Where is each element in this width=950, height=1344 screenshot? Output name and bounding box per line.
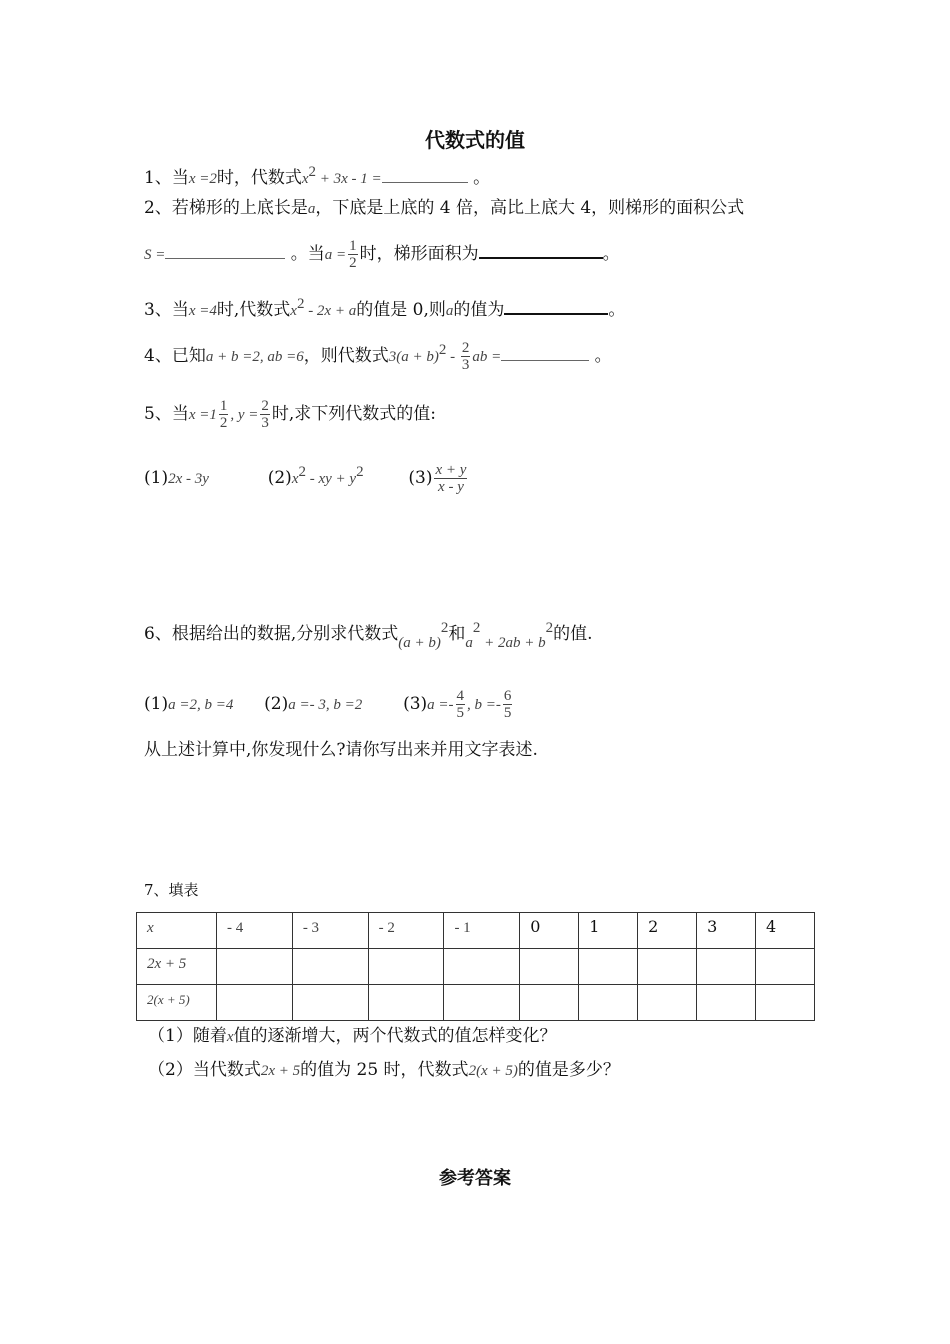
table-header xyxy=(217,913,293,949)
q5-y-fraction xyxy=(260,398,270,431)
question-6-parts xyxy=(144,688,514,721)
value-table xyxy=(136,912,815,1021)
table-header xyxy=(756,913,815,949)
q5-fx-den: 2 xyxy=(219,415,228,431)
q5-p3-den: x - y xyxy=(438,479,464,495)
q6-p3-f1-num: 4 xyxy=(456,688,465,704)
q6-expr2-a: a xyxy=(465,635,473,651)
q6-expr2-exp: 2 xyxy=(472,620,481,636)
q2-end: 。 xyxy=(602,244,620,264)
q6-text: 6、根据给出的数据,分别求代数式 xyxy=(144,624,399,644)
q7-sub1-b: 值的逐渐增大，两个代数式的值怎样变化？ xyxy=(233,1026,557,1046)
q6-text-b: 的值. xyxy=(553,624,593,644)
header-value: 0 xyxy=(530,917,541,936)
q2-area-blank[interactable] xyxy=(479,243,603,259)
q1-expr-rest: + 3x - 1 = xyxy=(316,171,382,187)
header-value: - 3 xyxy=(302,920,320,936)
question-3 xyxy=(144,292,625,323)
table-cell[interactable] xyxy=(368,949,444,985)
q4-frac-den: 3 xyxy=(461,357,470,373)
q5-text: 5、当 xyxy=(144,404,189,424)
header-value: 3 xyxy=(707,917,718,936)
q4-text-b: ，则代数式 xyxy=(303,346,389,366)
q6-p3-frac2 xyxy=(503,688,513,721)
q5-x-eq: x =1 xyxy=(188,407,217,423)
q6-p3-frac1 xyxy=(456,688,466,721)
q4-exp: 2 xyxy=(438,342,447,358)
q6-p3-f1-den: 5 xyxy=(456,705,465,721)
table-cell[interactable] xyxy=(697,985,756,1021)
table-cell[interactable] xyxy=(444,949,520,985)
table-header xyxy=(638,913,697,949)
q4-expr1: 3(a + b) xyxy=(388,349,439,365)
header-value: 2 xyxy=(648,917,659,936)
q7-sub2-b: 的值为 25 时，代数式 xyxy=(300,1060,469,1080)
q2-text-b: ，下底是上底的 4 倍，高比上底大 4，则梯形的面积公式 xyxy=(315,198,745,218)
q7-sub2-expr1: 2x + 5 xyxy=(260,1063,301,1079)
question-5-parts xyxy=(144,460,469,495)
q1-expr-exp: 2 xyxy=(308,164,317,180)
q7-label: 7、填表 xyxy=(144,881,199,899)
q5-y-eq: , y = xyxy=(230,407,259,423)
q2-frac-num: 1 xyxy=(349,238,357,254)
q3-expr-rest: - 2x + a xyxy=(304,303,357,319)
q3-text: 3、当 xyxy=(144,300,189,320)
q7-sub2-c: 的值是多少？ xyxy=(517,1060,620,1080)
table-row xyxy=(137,985,815,1021)
table-row xyxy=(137,913,815,949)
q3-answer-blank[interactable] xyxy=(504,299,608,315)
table-cell[interactable] xyxy=(697,949,756,985)
table-cell[interactable] xyxy=(217,949,293,985)
table-cell[interactable] xyxy=(444,985,520,1021)
q6-expr1: (a + b) xyxy=(398,635,441,651)
table-cell[interactable] xyxy=(292,949,368,985)
header-x: x xyxy=(147,920,154,936)
q5-text-b: 时,求下列代数式的值: xyxy=(271,404,437,424)
q7-sub2-a: （2）当代数式 xyxy=(148,1060,261,1080)
table-cell[interactable] xyxy=(579,949,638,985)
q2-mid: 。当 xyxy=(290,244,325,264)
table-header xyxy=(697,913,756,949)
header-value: - 2 xyxy=(378,920,395,936)
q5-p3-fraction xyxy=(434,462,467,495)
question-6 xyxy=(144,616,593,651)
q3-var: a xyxy=(445,303,454,319)
q4-text: 4、已知 xyxy=(144,346,206,366)
question-4 xyxy=(144,338,612,373)
q6-and: 和 xyxy=(448,624,466,644)
table-cell[interactable] xyxy=(217,985,293,1021)
q3-expr-base: x xyxy=(290,303,297,319)
q2-text: 2、若梯形的上底长是 xyxy=(144,198,308,218)
q7-sub2-expr2: 2(x + 5) xyxy=(468,1063,518,1079)
q2-after: 时，梯形面积为 xyxy=(359,244,479,264)
q2-fraction xyxy=(348,238,358,271)
q7-sub-2 xyxy=(148,1058,620,1083)
question-2-line-2 xyxy=(144,238,620,271)
q1-text: 1、当 xyxy=(144,168,189,188)
header-value: 4 xyxy=(766,917,777,936)
question-5 xyxy=(144,398,436,431)
table-cell[interactable] xyxy=(520,985,579,1021)
q6-expr2-exp2: 2 xyxy=(545,620,554,636)
table-cell[interactable] xyxy=(292,985,368,1021)
row-label-2-x-plus-5 xyxy=(137,985,217,1021)
q5-p3-num: x + y xyxy=(435,462,467,478)
q3-text-b: 时,代数式 xyxy=(216,300,291,320)
q5-p2-b: - xy + y xyxy=(305,471,357,487)
table-cell[interactable] xyxy=(756,985,815,1021)
q6-expr2-b: + 2ab + b xyxy=(480,635,546,651)
q4-answer-blank[interactable] xyxy=(501,346,589,361)
q3-text-d: 的值为 xyxy=(453,300,505,320)
q5-p1-expr: 2x - 3y xyxy=(168,471,209,487)
table-header xyxy=(579,913,638,949)
q5-fy-num: 2 xyxy=(261,398,269,414)
table-cell[interactable] xyxy=(579,985,638,1021)
table-header xyxy=(444,913,520,949)
question-1 xyxy=(144,160,490,191)
q3-end: 。 xyxy=(608,300,626,320)
q6-p1: a =2, b =4 xyxy=(168,697,234,713)
q3-cond: x =4 xyxy=(188,303,217,319)
q6-p3-label: (3) xyxy=(403,694,428,714)
q4-cond: a + b =2, ab =6 xyxy=(205,349,304,365)
row2-expr: 2(x + 5) xyxy=(147,992,190,1007)
q1-expr-base: x xyxy=(301,171,309,187)
table-row xyxy=(137,949,815,985)
table-header xyxy=(520,913,579,949)
q5-p3-label: (3) xyxy=(408,468,433,488)
q6-p2: a =- 3, b =2 xyxy=(288,697,363,713)
q6-expr1-exp: 2 xyxy=(440,620,449,636)
q7-sub1-a: （1）随着 xyxy=(148,1026,227,1046)
q2-frac-den: 2 xyxy=(349,255,357,271)
page-title: 代数式的值 xyxy=(425,128,525,152)
q3-expr-exp: 2 xyxy=(296,296,305,312)
q6-p2-label: (2) xyxy=(264,694,289,714)
q5-fy-den: 3 xyxy=(261,415,269,431)
row-label-2x-plus-5 xyxy=(137,949,217,985)
q3-text-c: 的值是 0,则 xyxy=(356,300,446,320)
q6-p3-f2-den: 5 xyxy=(503,705,512,721)
q5-p1-label: (1) xyxy=(144,468,169,488)
table-header-x xyxy=(137,913,217,949)
q2-a-eq: a = xyxy=(324,247,347,263)
header-value: 1 xyxy=(589,917,600,936)
table-cell[interactable] xyxy=(756,949,815,985)
q6-p3-b: , b =- xyxy=(467,697,501,713)
table-cell[interactable] xyxy=(638,985,697,1021)
q4-frac-num: 2 xyxy=(461,340,470,356)
question-2-line-1 xyxy=(144,196,744,221)
header-value: - 4 xyxy=(227,920,244,936)
table-cell[interactable] xyxy=(368,985,444,1021)
q5-p2-exp2: 2 xyxy=(356,464,364,480)
q1-end: 。 xyxy=(473,168,491,188)
row1-expr: 2x + 5 xyxy=(147,956,187,972)
q1-answer-blank[interactable] xyxy=(382,168,468,183)
q4-fraction xyxy=(461,340,471,373)
q5-fx-num: 1 xyxy=(219,398,228,414)
q2-var-a: a xyxy=(307,201,316,217)
q7-sub-1 xyxy=(148,1024,557,1049)
q4-minus: - xyxy=(446,349,459,365)
q6-summary: 从上述计算中,你发现什么?请你写出来并用文字表述. xyxy=(144,740,538,760)
q6-p3-f2-num: 6 xyxy=(503,688,512,704)
q1-condition: x =2 xyxy=(188,171,217,187)
q5-x-fraction xyxy=(219,398,229,431)
answer-title: 参考答案 xyxy=(439,1168,511,1189)
q4-expr2: ab = xyxy=(472,349,502,365)
q2-s-label: S = xyxy=(144,247,166,263)
table-header xyxy=(368,913,444,949)
table-cell[interactable] xyxy=(638,949,697,985)
table-cell[interactable] xyxy=(520,949,579,985)
q4-end: 。 xyxy=(594,346,612,366)
q6-p3-a: a =- xyxy=(427,697,454,713)
q2-formula-blank[interactable] xyxy=(165,244,285,259)
q5-p2-label: (2) xyxy=(267,468,292,488)
table-header xyxy=(292,913,368,949)
q7-sub1-var: x xyxy=(226,1029,234,1045)
q5-p2-a: x xyxy=(291,471,299,487)
q1-text-b: 时，代数式 xyxy=(216,168,302,188)
q5-p2-exp: 2 xyxy=(298,464,306,480)
header-value: - 1 xyxy=(454,920,471,936)
q6-p1-label: (1) xyxy=(144,694,169,714)
